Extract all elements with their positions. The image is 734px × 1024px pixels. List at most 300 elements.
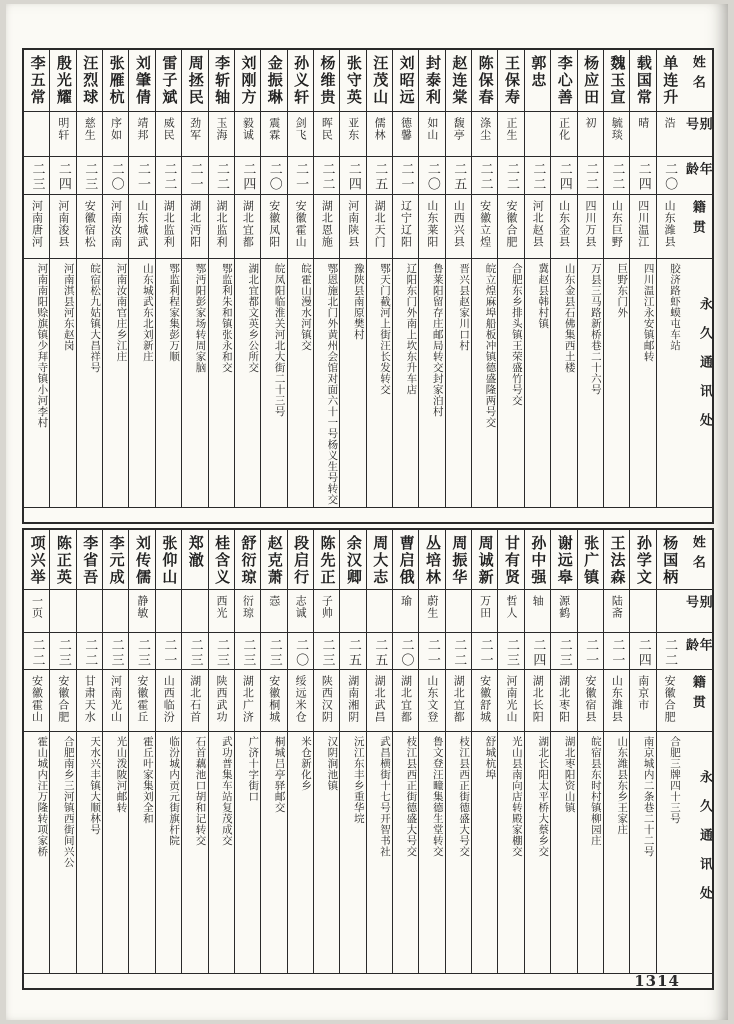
entry-alias: 万田	[478, 595, 492, 619]
entry-age-cell	[472, 633, 497, 670]
entry-name-cell	[525, 50, 550, 112]
entry-alias-cell	[288, 112, 313, 157]
entry-age: 二〇	[398, 638, 414, 668]
entry-alias-cell	[578, 590, 603, 633]
entry-alias-cell	[604, 112, 629, 157]
entry-address-cell	[209, 259, 234, 507]
entry-name-cell	[103, 530, 128, 590]
entry-name: 雷子斌	[160, 55, 179, 106]
entry-address-cell	[472, 732, 497, 973]
entry-alias: 剑飞	[294, 117, 308, 141]
entry-alias: 正生	[504, 117, 518, 141]
entry-name: 桂含义	[213, 535, 232, 586]
entry-origin: 陕西武功	[214, 675, 228, 723]
entry-column	[208, 50, 234, 507]
entry-origin-cell	[314, 195, 339, 259]
entry-origin-cell	[103, 195, 128, 259]
entry-origin: 山东莱阳	[425, 200, 439, 248]
entry-address-cell	[630, 259, 655, 507]
header-name-cell	[682, 50, 712, 112]
entry-age: 二二	[29, 638, 45, 668]
entry-origin: 安徽霍山	[30, 675, 44, 723]
entry-age-cell	[472, 157, 497, 195]
entry-name-cell	[77, 530, 102, 590]
entry-name: 周拯民	[186, 55, 205, 106]
entry-origin-cell	[182, 195, 207, 259]
entry-origin: 河南浚县	[56, 200, 70, 248]
entry-address-cell	[50, 732, 75, 973]
entry-origin: 湖南湘阴	[346, 675, 360, 723]
entry-origin-cell	[419, 195, 444, 259]
entry-age: 二五	[451, 162, 467, 192]
entry-column	[497, 530, 523, 973]
entry-name: 谢远皋	[555, 535, 574, 586]
entry-address: 晋兴县赵家川口村	[458, 263, 471, 351]
entry-name: 段启行	[292, 535, 311, 586]
header-name-label: 姓名	[689, 55, 705, 95]
entry-address-cell	[77, 732, 102, 973]
entry-age-cell	[182, 157, 207, 195]
entry-alias-cell	[261, 590, 286, 633]
entry-address: 鄂恩施北门外黄州会馆对面六十一号杨义生号转交	[326, 263, 339, 505]
entry-alias-cell	[498, 112, 523, 157]
entry-age-cell	[393, 633, 418, 670]
page-number: 1314	[634, 972, 680, 990]
entry-address-cell	[156, 732, 181, 973]
entry-origin: 湖北武昌	[373, 675, 387, 723]
entry-origin: 安徽霍丘	[135, 675, 149, 723]
entry-address: 霍丘叶家集刘全和	[141, 736, 154, 824]
entry-origin: 安徽合肥	[504, 200, 518, 248]
entry-origin-cell	[551, 670, 576, 732]
entry-name: 余汉卿	[344, 535, 363, 586]
entry-alias-cell	[50, 590, 75, 633]
entry-alias: 静敏	[135, 595, 149, 619]
entry-address-cell	[551, 732, 576, 973]
entry-alias-cell	[77, 590, 102, 633]
entry-origin-cell	[156, 195, 181, 259]
entry-alias: 涤尘	[478, 117, 492, 141]
entry-name: 刘刚方	[239, 55, 258, 106]
entry-address-cell	[657, 259, 682, 507]
entry-origin-cell	[288, 670, 313, 732]
entry-alias: 亚东	[346, 117, 360, 141]
entry-name: 周振华	[450, 535, 469, 586]
entry-origin: 安徽宿松	[83, 200, 97, 248]
entry-address-cell	[498, 732, 523, 973]
entry-name-cell	[393, 530, 418, 590]
entry-origin-cell	[657, 670, 682, 732]
entry-origin-cell	[604, 670, 629, 732]
entry-address: 南京城内二条巷二十二号	[642, 736, 655, 857]
entry-name: 刘昭远	[397, 55, 416, 106]
entry-origin-cell	[209, 195, 234, 259]
entry-age: 二三	[82, 162, 98, 192]
entry-origin: 安徽桐城	[267, 675, 281, 723]
entry-address: 四川温江永安镇邮转	[642, 263, 655, 362]
entry-origin: 四川温江	[636, 200, 650, 248]
entry-column	[603, 530, 629, 973]
entry-name: 李心善	[555, 55, 574, 106]
entry-alias: 陆斋	[610, 595, 624, 619]
entry-origin-cell	[209, 670, 234, 732]
entry-age: 二一	[609, 638, 625, 668]
entry-address-cell	[103, 259, 128, 507]
entry-alias-cell	[419, 590, 444, 633]
entry-column	[49, 50, 75, 507]
entry-address: 湖北长阳太平桥大蔡乡交	[537, 736, 550, 857]
entry-origin-cell	[498, 670, 523, 732]
entry-column	[287, 50, 313, 507]
entry-name: 张广镇	[582, 535, 601, 586]
entry-origin-cell	[393, 195, 418, 259]
entry-age: 二三	[214, 638, 230, 668]
entry-origin-cell	[525, 195, 550, 259]
entry-alias-cell	[498, 590, 523, 633]
entry-column	[577, 50, 603, 507]
entry-age: 二〇	[293, 638, 309, 668]
entry-column	[445, 530, 471, 973]
entry-origin: 安徽宿县	[584, 675, 598, 723]
entry-age-cell	[630, 157, 655, 195]
entry-address-cell	[261, 732, 286, 973]
entry-age: 二一	[477, 638, 493, 668]
entry-origin: 安徽凤阳	[267, 200, 281, 248]
entry-origin: 安徽合肥	[663, 675, 677, 723]
entry-age-cell	[578, 157, 603, 195]
entry-origin: 湖北天门	[373, 200, 387, 248]
entry-age-cell	[525, 157, 550, 195]
entry-name: 金振琳	[265, 55, 284, 106]
entry-alias-cell	[630, 112, 655, 157]
entry-alias: 哲人	[504, 595, 518, 619]
entry-alias-cell	[129, 590, 154, 633]
entry-name-cell	[77, 50, 102, 112]
entry-name-cell	[314, 50, 339, 112]
header-address-cell	[682, 259, 712, 507]
entry-alias-cell	[367, 590, 392, 633]
header-column	[682, 50, 712, 507]
entry-column	[524, 50, 550, 507]
entry-origin-cell	[472, 670, 497, 732]
entry-age: 二二	[214, 162, 230, 192]
entry-age: 二二	[477, 162, 493, 192]
entry-address-cell	[156, 259, 181, 507]
entry-age: 二四	[55, 162, 71, 192]
entry-origin-cell	[24, 670, 49, 732]
entry-name: 陈保春	[476, 55, 495, 106]
entry-name-cell	[340, 530, 365, 590]
entry-name-cell	[472, 530, 497, 590]
entry-age: 二〇	[662, 162, 678, 192]
entry-name-cell	[235, 530, 260, 590]
entry-name: 王法森	[608, 535, 627, 586]
entry-address-cell	[24, 732, 49, 973]
entry-name: 丛培林	[423, 535, 442, 586]
entry-age-cell	[24, 633, 49, 670]
entry-column	[260, 530, 286, 973]
entry-name-cell	[182, 530, 207, 590]
entry-age: 二一	[134, 162, 150, 192]
entry-origin-cell	[525, 670, 550, 732]
entry-origin: 山东文登	[425, 675, 439, 723]
entry-origin: 湖北恩施	[320, 200, 334, 248]
entry-origin-cell	[367, 195, 392, 259]
entry-origin-cell	[340, 670, 365, 732]
entry-age-cell	[156, 157, 181, 195]
entry-origin: 河南光山	[504, 675, 518, 723]
entry-address: 鄂沔阳彭家场转周家脑	[194, 263, 207, 373]
entry-address-cell	[551, 259, 576, 507]
entry-name-cell	[182, 50, 207, 112]
entry-address: 临汾城内贡元街旗杆院	[168, 736, 181, 846]
entry-alias-cell	[24, 590, 49, 633]
entry-origin: 湖北宜都	[241, 200, 255, 248]
entry-origin: 湖北宜都	[452, 675, 466, 723]
entry-age-cell	[235, 633, 260, 670]
entry-name: 张守英	[344, 55, 363, 106]
entry-alias-cell	[209, 590, 234, 633]
entry-age-cell	[340, 157, 365, 195]
header-alias-cell	[682, 112, 712, 157]
table-columns-top	[24, 50, 712, 507]
entry-column	[24, 530, 49, 973]
entry-origin: 安徽舒城	[478, 675, 492, 723]
entry-age-cell	[419, 633, 444, 670]
entry-origin-cell	[578, 195, 603, 259]
entry-name: 魏玉宣	[608, 55, 627, 106]
entry-name: 王保寿	[503, 55, 522, 106]
entry-column	[313, 530, 339, 973]
header-column	[682, 530, 712, 973]
entry-origin: 山西兴县	[452, 200, 466, 248]
entry-alias: 浩	[663, 117, 677, 129]
entry-age-cell	[367, 633, 392, 670]
entry-column	[208, 530, 234, 973]
entry-name: 陈先正	[318, 535, 337, 586]
entry-address-cell	[77, 259, 102, 507]
entry-alias-cell	[209, 112, 234, 157]
entry-origin-cell	[578, 670, 603, 732]
entry-name-cell	[156, 530, 181, 590]
entry-alias-cell	[103, 590, 128, 633]
entry-name-cell	[393, 50, 418, 112]
entry-address: 汉阴涧池镇	[326, 736, 339, 791]
entry-name: 甘有贤	[503, 535, 522, 586]
entry-name: 项兴举	[28, 535, 47, 586]
entry-name-cell	[209, 530, 234, 590]
entry-origin: 安徽合肥	[56, 675, 70, 723]
header-origin-label: 籍贯	[689, 200, 705, 240]
entry-alias-cell	[340, 590, 365, 633]
entry-address-cell	[604, 259, 629, 507]
entry-address-cell	[235, 732, 260, 973]
entry-column	[550, 50, 576, 507]
entry-address: 胶济路虾蟆屯车站	[669, 263, 681, 351]
entry-origin-cell	[604, 195, 629, 259]
entry-address: 武功普集车站复茂成交	[220, 736, 233, 846]
entry-address-cell	[472, 259, 497, 507]
entry-address: 皖宿县东时村镇柳园庄	[589, 736, 602, 846]
entry-origin: 山东潍县	[663, 200, 677, 248]
directory-table-bottom	[22, 528, 714, 990]
entry-age-cell	[77, 633, 102, 670]
entry-alias: 德馨	[399, 117, 413, 141]
entry-address-cell	[446, 259, 471, 507]
entry-alias-cell	[367, 112, 392, 157]
entry-alias-cell	[235, 112, 260, 157]
entry-origin-cell	[261, 670, 286, 732]
entry-name-cell	[657, 50, 682, 112]
entry-column	[366, 530, 392, 973]
entry-column	[577, 530, 603, 973]
entry-age-cell	[314, 633, 339, 670]
entry-name: 李省吾	[81, 535, 100, 586]
entry-name-cell	[578, 50, 603, 112]
entry-address-cell	[604, 732, 629, 973]
directory-table-top	[22, 48, 714, 524]
entry-name: 张仰山	[160, 535, 179, 586]
entry-age: 二五	[372, 162, 388, 192]
entry-column	[550, 530, 576, 973]
entry-origin-cell	[288, 195, 313, 259]
entry-origin: 绥远米仓	[294, 675, 308, 723]
entry-name: 赵克萧	[265, 535, 284, 586]
header-age-label: 年龄	[683, 162, 712, 182]
entry-alias-cell	[182, 112, 207, 157]
header-alias-label: 别号	[683, 595, 712, 615]
entry-origin-cell	[446, 195, 471, 259]
entry-name-cell	[630, 530, 655, 590]
entry-age: 二二	[530, 162, 546, 192]
entry-name-cell	[498, 530, 523, 590]
entry-name-cell	[367, 50, 392, 112]
header-name-label: 姓名	[689, 535, 705, 575]
entry-age-cell	[419, 157, 444, 195]
entry-name-cell	[657, 530, 682, 590]
entry-address-cell	[314, 259, 339, 507]
entry-name: 周诚新	[476, 535, 495, 586]
entry-column	[76, 530, 102, 973]
entry-address: 鄂监利朱和镇张永和交	[220, 263, 233, 373]
entry-name-cell	[261, 530, 286, 590]
entry-column	[102, 530, 128, 973]
entry-alias: 震霖	[267, 117, 281, 141]
entry-column	[49, 530, 75, 973]
entry-name-cell	[261, 50, 286, 112]
entry-origin-cell	[129, 670, 154, 732]
entry-address: 合肥东乡排头镇王荣盛竹号交	[510, 263, 523, 406]
entry-alias-cell	[235, 590, 260, 633]
entry-name-cell	[24, 530, 49, 590]
entry-age: 二二	[82, 638, 98, 668]
entry-origin: 山东巨野	[610, 200, 624, 248]
entry-address-cell	[24, 259, 49, 507]
entry-address: 枝江县西正街德盛大号交	[405, 736, 418, 857]
entry-address: 霍山城内汪万隆转项家桥	[36, 736, 49, 857]
entry-name: 刘肇倩	[134, 55, 152, 106]
entry-age: 二〇	[424, 162, 440, 192]
entry-age: 二二	[503, 162, 519, 192]
entry-name-cell	[419, 530, 444, 590]
entry-name: 曹启俄	[397, 535, 416, 586]
entry-address: 枝江县西正街德盛大号交	[458, 736, 471, 857]
table-footer-strip	[24, 507, 712, 522]
entry-origin: 河南光山	[109, 675, 123, 723]
entry-age: 二三	[556, 638, 572, 668]
entry-address: 河南汝南官庄乡江庄	[115, 263, 128, 362]
entry-address: 河南淇县河东赵岗	[62, 263, 75, 351]
entry-alias-cell	[156, 112, 181, 157]
entry-age: 二四	[345, 162, 361, 192]
entry-address: 鲁文登汪疃集德生堂转交	[431, 736, 444, 857]
entry-alias-cell	[525, 112, 550, 157]
entry-origin-cell	[498, 195, 523, 259]
entry-alias: 志诚	[294, 595, 308, 619]
entry-age-cell	[77, 157, 102, 195]
entry-address-cell	[288, 732, 313, 973]
entry-column	[24, 50, 49, 507]
entry-alias-cell	[156, 590, 181, 633]
header-alias-label: 别号	[683, 117, 712, 137]
entry-name-cell	[472, 50, 497, 112]
entry-age-cell	[129, 157, 154, 195]
entry-origin: 河南汝南	[109, 200, 123, 248]
entry-age-cell	[288, 157, 313, 195]
entry-address: 天水兴丰镇大顺林号	[89, 736, 102, 835]
entry-origin: 山东城武	[135, 200, 149, 248]
entry-name-cell	[525, 530, 550, 590]
entry-age-cell	[657, 633, 682, 670]
entry-origin-cell	[657, 195, 682, 259]
entry-alias: 晖民	[320, 117, 334, 141]
entry-origin-cell	[235, 195, 260, 259]
entry-name: 刘传儒	[134, 535, 152, 586]
entry-address: 光山县南向店转殿家棚交	[510, 736, 523, 857]
entry-column	[313, 50, 339, 507]
entry-address-cell	[393, 259, 418, 507]
entry-alias: 晴	[636, 117, 650, 129]
entry-name: 载国常	[634, 55, 653, 106]
entry-alias-cell	[129, 112, 154, 157]
entry-age-cell	[103, 633, 128, 670]
entry-column	[524, 530, 550, 973]
entry-name: 汪茂山	[371, 55, 390, 106]
entry-name-cell	[551, 530, 576, 590]
entry-alias-cell	[103, 112, 128, 157]
entry-name: 李元成	[107, 535, 126, 586]
entry-name-cell	[604, 530, 629, 590]
entry-origin-cell	[472, 195, 497, 259]
entry-name: 单连升	[661, 55, 680, 106]
entry-alias-cell	[24, 112, 49, 157]
entry-address: 光山泼陂河邮转	[115, 736, 128, 813]
entry-origin-cell	[393, 670, 418, 732]
entry-age-cell	[24, 157, 49, 195]
entry-address-cell	[209, 732, 234, 973]
entry-age-cell	[446, 633, 471, 670]
entry-column	[366, 50, 392, 507]
entry-name-cell	[235, 50, 260, 112]
entry-age-cell	[498, 157, 523, 195]
header-alias-cell	[682, 590, 712, 633]
entry-name-cell	[209, 50, 234, 112]
entry-name-cell	[446, 530, 471, 590]
entry-age: 二二	[662, 638, 678, 668]
entry-origin-cell	[129, 195, 154, 259]
entry-alias-cell	[472, 590, 497, 633]
entry-origin: 山东潍县	[610, 675, 624, 723]
